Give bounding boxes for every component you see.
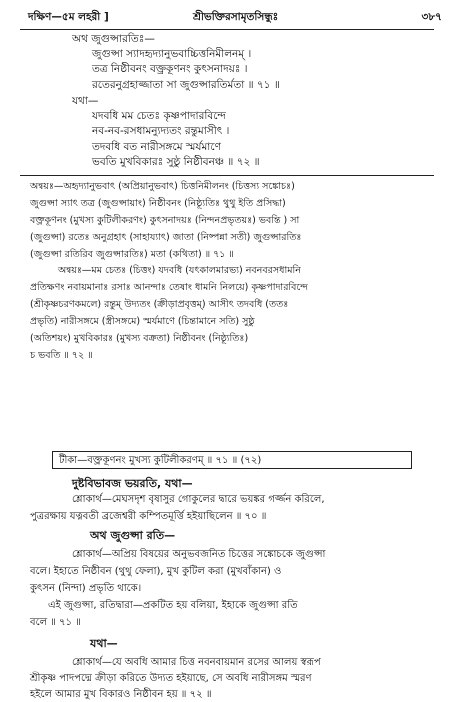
verse-yatha: যথা— (72, 95, 99, 107)
anvaya-line: বক্ত্রকূণনং (মুখস্য কুটিলীকরণং) কুৎসনাদয়ঃ (নিন্দনপ্রভৃতয়ঃ) ভবন্তি ) সা (30, 215, 300, 226)
anvaya-line: (জুগুপ্সা রতিরিব জুগুপ্সারতিঃ) মতা (কথিতা) ॥ ৭১ ॥ (30, 249, 234, 260)
verse-line: ভবতি মুখবিকারঃ সুষ্ঠু নিষ্ঠীবনঞ্চ ॥ ৭২ ॥ (92, 156, 260, 168)
bengali-line: শ্লোকার্থ—অপ্রিয় বিষয়ের অনুভবজনিত চিত্তের সঙ্কোচকে জুগুপ্সা (72, 549, 326, 560)
anvaya-line: প্রতিক্ষণং নবায়মানাঃ রসাঃ আনন্দাঃ তেষাং ধামনি নিলয়ে) কৃষ্ণপাদারবিন্দে (30, 282, 308, 293)
verse-line: যদবধি মম চেতঃ কৃষ্ণপাদারবিন্দে (92, 110, 226, 122)
bengali-line: হইলে আমার মুখ বিকারও নিষ্ঠীবন হয় ॥ ৭২ ॥ (30, 689, 212, 700)
anvaya-line: প্রভৃতি) নারীসঙ্গমে (স্ত্রীসঙ্গমে) স্মর্যমাণে (চিন্তামানে সতি) সুষ্ঠু (30, 316, 255, 327)
section-heading: দুষ্টবিভাবজ ভয়রতি, যথা— (72, 477, 193, 490)
verse-line: জুগুপ্সা স্যাদহৃদ্যানুভবাচ্চিত্তনিমীলনম্ । (92, 48, 252, 60)
bengali-line: এই জুগুপ্সা, রতিদ্বারা—প্রকটিত হয় বলিয়া, ইহাকে জুগুপ্সা রতি (48, 600, 298, 611)
bengali-line: শ্লোকার্থ—মেঘসদৃশ বৃষাসুর গোকুলের দ্বারে ভয়ঙ্কর গর্জ্জন করিলে, (72, 494, 325, 505)
anvaya-line: জুগুপ্সা স্যাৎ তত্র (জুগুপ্সায়াং) নিষ্ঠীবনং (নিষ্ঠ্যূতিঃ থুথু ইতি প্রসিদ্ধা) (30, 198, 286, 209)
bengali-line: কুৎসন (নিন্দা) প্রভৃতি থাকে। (30, 583, 142, 594)
bengali-line: শ্লোকার্থ—যে অবধি আমার চিত্ত নবনবায়মান রসের আলয় স্বরূপ (72, 657, 321, 668)
header-rule (20, 29, 434, 30)
chapter-reference: দক্ষিণ—৫ম লহরী ] (28, 11, 109, 23)
bengali-line: শ্রীকৃষ্ণ পাদপদ্মে ক্রীড়া করিতে উদ্যত হইয়াছে, সে অবধি নারীসঙ্গম স্মরণ (30, 673, 312, 684)
tika-box: টীকা—বক্ত্রকূণনং মুখস্য কুটিলীকরণম্ ॥ ৭১ ॥ (৭২) (52, 451, 412, 469)
section-rule (20, 175, 434, 176)
anvaya-line: (শ্রীকৃষ্ণচরণকমলে) রন্তুম্ উদ্যতং (ক্রীড়াপ্রবৃত্তম্) আসীৎ তদবধি (ততঃ (30, 299, 289, 310)
bengali-line: বলে ॥ ৭১ ॥ (30, 617, 81, 628)
anvaya-line: অন্বয়ঃ—অহৃদ্যানুভবাৎ (অপ্রিয়ানুভবাৎ) চিত্তনিমীলনং (চিত্তস্য সঙ্কোচঃ) (30, 181, 295, 192)
verse-line: নব-নব-রসধামন্যুদ্যতং রন্তুমাসীৎ । (92, 125, 230, 137)
bengali-line: পুত্ররক্ষায় যত্নবতী ব্রজেশ্বরী কম্পিতমূর্ত্তি হইয়াছিলেন ॥ ৭০ ॥ (30, 511, 267, 522)
verse-line: রতেরনুগ্রহাজ্জাতা সা জুগুপ্সারতির্মতা ॥ ৭১ ॥ (92, 79, 280, 91)
anvaya-line: অন্বয়ঃ—মম চেতঃ (চিত্তং) যদবধি (যৎকালমারভ্য) নবনবরসধামনি (58, 265, 301, 276)
anvaya-line: চ ভবতি ॥ ৭২ ॥ (30, 350, 93, 361)
verse-line: তত্র নিষ্ঠীবনং বক্ত্রকূণনং কুৎসনাদয়ঃ । (92, 63, 248, 75)
bengali-line: বলে। ইহাতে নিষ্ঠীবন (থুথু ফেলা), মুখ কুটিল করা (মুখবাঁকান) ও (30, 566, 282, 577)
verse-line: তদবধি বত নারীসঙ্গমে স্মর্যমাণে (92, 141, 221, 153)
verse-title: অথ জুগুপ্সারতিঃ— (72, 33, 155, 45)
section-heading: অথ জুগুপ্সা রতি— (90, 529, 176, 542)
anvaya-line: (অতিশয়ং) মুখবিকারঃ (মুখস্য বক্রতা) নিষ্ঠীবনং (নিষ্ঠ্যূতিঃ) (30, 333, 249, 344)
section-yatha: যথা— (90, 637, 118, 650)
book-title: শ্রীভক্তিরসামৃতসিন্ধুঃ (193, 11, 279, 23)
anvaya-line: (জুগুপ্সা) রতেঃ অনুগ্রহাৎ (সাহায্যাৎ) জাতা (নিষ্পন্না সতী) জুগুপ্সারতিঃ (30, 232, 302, 243)
page-header (28, 10, 448, 26)
page-number: ৩৮৭ (421, 11, 442, 23)
